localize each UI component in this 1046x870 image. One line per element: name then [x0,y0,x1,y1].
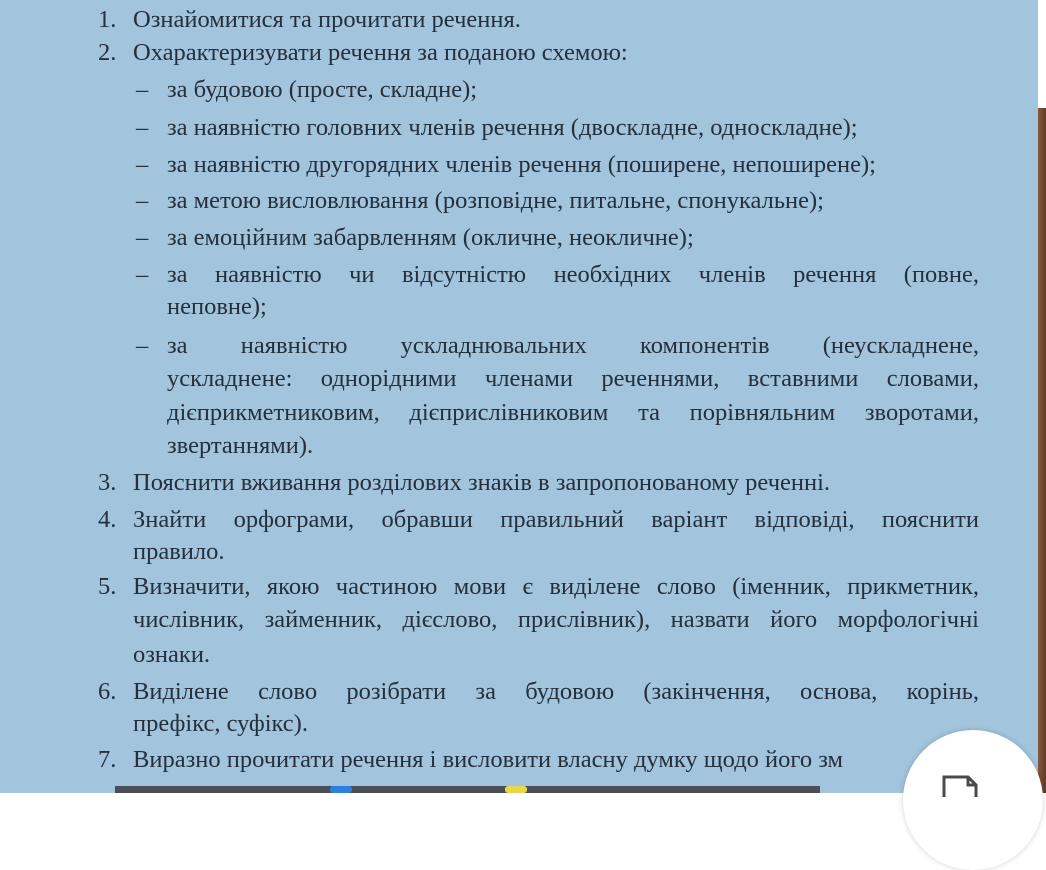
subitem-dash: – [136,332,149,359]
subitem-text: неповне); [167,293,267,320]
item-text: Виразно прочитати речення і висловити власну думку щодо його зм [133,746,844,773]
subitem-dash: – [136,224,149,251]
subitem-text: за наявністю головних членів речення (двоскладне, односкладне); [167,114,858,141]
edit-icon [940,773,990,797]
item-number: 4. [98,506,117,533]
item-text: префікс, суфікс). [133,710,308,737]
subitem-text: ускладнене: однорідними членами реченнями, вставними словами, [167,365,979,392]
item-text: Знайти орфограми, обравши правильний варіант відповіді, пояснити [133,506,979,533]
item-text: Ознайомитися та прочитати речення. [133,6,521,33]
item-text: ознаки. [133,641,211,668]
subitem-text: за наявністю чи відсутністю необхідних членів речення (повне, [167,261,979,288]
item-number: 3. [98,469,117,496]
item-number: 2. [98,39,117,66]
subitem-dash: – [136,187,149,214]
subitem-text: за будовою (просте, складне); [167,76,478,103]
edit-button[interactable] [903,730,1043,870]
subitem-text: за наявністю ускладнювальних компонентів (неускладнене, [167,332,979,359]
item-text: Пояснити вживання розділових знаків в запропонованому реченні. [133,469,831,496]
item-number: 5. [98,573,117,600]
subitem-dash: – [136,76,149,103]
subitem-dash: – [136,261,149,288]
subitem-text: дієприкметниковим, дієприслівниковим та порівняльним зворотами, [167,399,979,426]
item-number: 1. [98,6,117,33]
item-text: Виділене слово розібрати за будовою (закінчення, основа, корінь, [133,678,979,705]
bottom-bar [115,786,820,793]
bottom-dot [330,786,352,793]
subitem-text: звертаннями). [167,432,314,459]
item-text: правило. [133,538,225,565]
item-number: 6. [98,678,117,705]
subitem-text: за емоційним забарвленням (окличне, неокличне); [167,224,694,251]
bottom-dot [505,786,527,793]
item-text: Охарактеризувати речення за поданою схемою: [133,39,628,66]
subitem-text: за наявністю другорядних членів речення (поширене, непоширене); [167,151,876,178]
subitem-text: за метою висловлювання (розповідне, питальне, спонукальне); [167,187,824,214]
item-text: Визначити, якою частиною мови є виділене слово (іменник, прикметник, [133,573,979,600]
item-text: числівник, займенник, дієслово, прислівник), назвати його морфологічні [133,606,979,633]
background-edge [1038,108,1046,793]
subitem-dash: – [136,114,149,141]
item-number: 7. [98,746,117,773]
subitem-dash: – [136,151,149,178]
